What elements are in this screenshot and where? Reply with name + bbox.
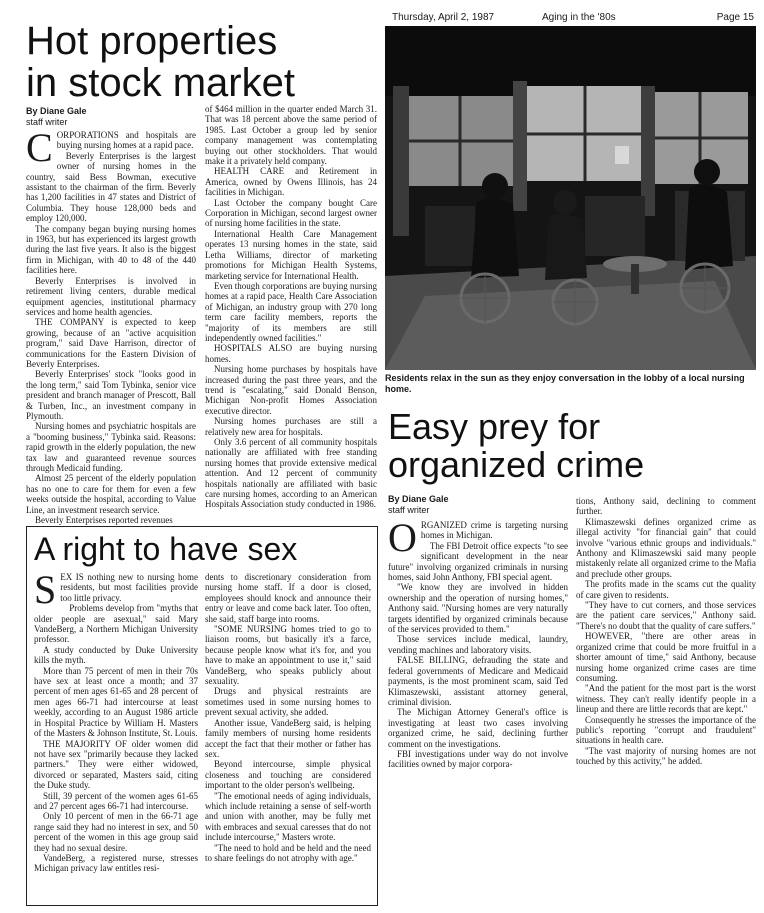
story3-column-2: [205, 572, 371, 902]
story3-lead-paragraph: SEX IS nothing new to nursing home residents, but most facilities provide too little privacy.: [34, 572, 198, 612]
paragraph: Drugs and physical restraints are sometimes used in some nursing homes to prevent sexual activity, she added.: [205, 686, 371, 718]
paragraph: of $464 million in the quarter ended March 31. That was 18 percent above the same period of 1985. Last October a group led by senior company management was contemplating buying out other stockholders. That would make it a privately held company.: [205, 104, 377, 167]
story2-headline-line2: organized crime: [388, 444, 645, 485]
paragraph: THE COMPANY is expected to keep growing, because of an "active acquisition program," said Dave Harrison, director of communications for the Eastern Division of Beverly Enterprises.: [26, 317, 196, 369]
story1-headline-line1: Hot properties: [26, 19, 278, 63]
story3-column-1: [34, 572, 198, 902]
paragraph: HOSPITALS ALSO are buying nursing homes.: [205, 343, 377, 364]
paragraph: Beverly Enterprises' stock "looks good in the long term," said Tom Tybinka, senior vice president and branch manager of Prescott, Ball & Turben, Inc., an investment company in Plymouth.: [26, 369, 196, 421]
paragraph: Last October the company bought Care Corporation in Michigan, second largest owner of nursing home facilities in the state.: [205, 197, 377, 229]
story3-headline: A right to have sex: [34, 531, 298, 567]
photo-caption: Residents relax in the sun as they enjoy conversation in the lobby of a local nursing home.: [385, 373, 745, 394]
story2-column-2: [576, 496, 756, 838]
story1-column-2: [205, 104, 377, 525]
paragraph: The Michigan Attorney General's office is investigating at least two cases involving organized crime, he said, declining further comment on the investigations.: [388, 707, 568, 749]
folio-date: Thursday, April 2, 1987: [392, 12, 495, 23]
paragraph: Those services include medical, laundry, vending machines and laboratory visits.: [388, 634, 568, 655]
paragraph: Still, 39 percent of the women ages 61-65 and 27 percent ages 66-71 had intercourse.: [34, 790, 198, 811]
paragraph: Only 10 percent of men in the 66-71 age range said they had no interest in sex, and 50 percent of the women in this age group said they had no sexual desire.: [34, 811, 198, 853]
paragraph: dents to discretionary consideration from nursing home staff. If a door is closed, employees should knock and announce their entry or leave and come back later. Too often, she said, staff barge into rooms.: [205, 572, 371, 624]
paragraph: Consequently he stresses the importance of the public's reporting "corrupt and fraudulent" situations in health care.: [576, 714, 756, 746]
folio-line: [392, 12, 754, 26]
nursing-home-lobby-photo: [385, 26, 756, 370]
story2-byline-role: staff writer: [388, 505, 430, 515]
paragraph: THE MAJORITY OF older women did not have sex "primarily because they lacked partners." They were either widowed, divorced or separated, Masters said, citing the Duke study.: [34, 738, 198, 791]
paragraph: Beverly Enterprises is the largest owner of nursing homes in the country, said Bess Bowman, executive assistant to the chairman of the firm. Beverly has 1,200 facilities in 47 states and District of Columbia. They house 128,000 beds and employ 120,000.: [26, 150, 196, 224]
paragraph: Even though corporations are buying nursing homes at a rapid pace, Health Care Association of Michigan, an industry group with 270 long term care facility members, reports the "majority of its members are still independently owned facilities.": [205, 280, 377, 343]
paragraph: Klimaszewski defines organized crime as illegal activity "for financial gain" that could involve "various ethnic groups and individuals." Anthony and Klimaszewski said many people mistakenly relate all organized crime to the Mafia and preclude other groups.: [576, 516, 756, 579]
paragraph: A study conducted by Duke University kills the myth.: [34, 644, 198, 666]
paragraph: Another issue, VandeBerg said, is helping family members of nursing home residents accept the fact that their mother or father has sex.: [205, 717, 371, 759]
story1-byline: [26, 106, 87, 128]
story3-dropcap: S: [34, 572, 57, 612]
story2-byline-name: By Diane Gale: [388, 494, 449, 504]
story1-column-1: [26, 130, 196, 525]
story2-byline: [388, 494, 449, 516]
paragraph: "The vast majority of nursing homes are not touched by this activity," he added.: [576, 745, 756, 767]
paragraph: Almost 25 percent of the elderly population has no one to care for them for even a few weeks outside the hospital, according to Value Line, an investment research service.: [26, 473, 196, 515]
paragraph: "SOME NURSING homes tried to go to liaison rooms, but basically it's a farce, because people know what it's for, and you have to make an appointment to use it," said VandeBerg, who speaks publicly about sexuality.: [205, 624, 371, 687]
paragraph: Beverly Enterprises is involved in retirement living centers, durable medical equipment agencies, institutional pharmacy services and home health agencies.: [26, 275, 196, 317]
paragraph: More than 75 percent of men in their 70s have sex at least once a month; and 37 percent of men ages 61-65 and 28 percent of men ages 66-71 had intercourse at least weekly, according to an August 1986 article in Hospital Practice by William H. Masters of the Masters & Johnson Institute, St. Louis.: [34, 665, 198, 739]
paragraph: Nursing homes purchases are still a relatively new area for hospitals.: [205, 416, 377, 437]
story3-box-left-rule: [26, 526, 27, 906]
paragraph: Beyond intercourse, simple physical closeness and touching are considered important to the older person's wellbeing.: [205, 759, 371, 791]
folio-page: Page 15: [716, 12, 754, 23]
paragraph: Nursing home purchases by hospitals have increased during the past three years, and the trend is "escalating," said Donald Benson, Michigan Non-profit Homes Association executive director.: [205, 364, 377, 416]
paragraph: The company began buying nursing homes in 1963, but has experienced its largest growth during the last five years. It also is the biggest firm in Michigan, with 40 to 48 of the 440 facilities here.: [26, 223, 196, 276]
story1-headline: [26, 20, 295, 104]
folio-section: Aging in the '80s: [542, 12, 616, 23]
story2-headline: [388, 408, 644, 484]
story2-column-1: [388, 520, 568, 838]
story2-dropcap: O: [388, 520, 417, 560]
paragraph: Nursing homes and psychiatric hospitals are a "booming business," Tybinka said. Reasons: rapid growth in the elderly population, the new tax law and guaranteed revenue sources through Medicaid funding.: [26, 421, 196, 473]
paragraph: "The emotional needs of aging individuals, which include retaining a sense of self-worth and union with another, may be fully met with embraces and sexual caresses that do not include intercourse," Masters wrote.: [205, 790, 371, 843]
story3-box-right-rule: [377, 526, 378, 906]
story2-headline-line1: Easy prey for: [388, 406, 601, 447]
paragraph: "They have to cut corners, and those services are the patient care services," Anthony said. "There's no doubt that the quality of care suffers.": [576, 600, 756, 631]
paragraph: HEALTH CARE and Retirement in America, owned by Owens Illinois, has 24 facilities in Michigan.: [205, 166, 377, 198]
lobby-scene-image: [385, 26, 756, 370]
paragraph: "And the patient for the most part is the worst witness. They can't really identify people in a lineup and there are little records that are kept.": [576, 683, 756, 715]
story1-dropcap: C: [26, 130, 53, 170]
paragraph: VandeBerg, a registered nurse, stresses Michigan privacy law entitles resi-: [34, 852, 198, 874]
story3-box-top-rule: [26, 526, 378, 527]
paragraph: Only 3.6 percent of all community hospitals nationally are affiliated with free standing nursing homes that provide extensive medical attention. And 12 percent of community hospitals nationally are affiliated with basic care nursing homes, according to an American Hospitals Association study conducted in 1986.: [205, 437, 377, 510]
paragraph: FALSE BILLING, defrauding the state and federal governments of Medicare and Medicaid payments, is the most prominent scam, said Ted Klimaszewski, assistant attorney general, criminal division.: [388, 655, 568, 707]
story1-headline-line2: in stock market: [26, 61, 295, 105]
story1-lead-paragraph: CORPORATIONS and hospitals are buying nursing homes at a rapid pace.: [26, 130, 196, 170]
paragraph: Problems develop from "myths that older people are asexual," said Mary VandeBerg, a Northern Michigan University professor.: [34, 603, 198, 645]
paragraph: "The need to hold and be held and the need to share feelings do not atrophy with age.": [205, 842, 371, 863]
paragraph: "We know they are involved in hidden ownership and the operation of nursing homes," Anthony said. "Nursing homes are very naturally targets identified by organized criminals because of the services provided to them.": [388, 582, 568, 635]
story2-lead-paragraph: ORGANIZED crime is targeting nursing homes in Michigan.: [388, 520, 568, 560]
paragraph: The FBI Detroit office expects "to see significant development in the near future" involving organized criminals in nursing homes, said John Anthony, FBI special agent.: [388, 540, 568, 583]
story1-byline-name: By Diane Gale: [26, 106, 87, 116]
paragraph: HOWEVER, "there are other areas in organized crime that could be more fruitful in a shorter amount of time," said Anthony, because nursing home organized crime cases are time consuming.: [576, 631, 756, 683]
paragraph: Beverly Enterprises reported revenues: [35, 515, 173, 525]
paragraph: tions, Anthony said, declining to comment further.: [576, 496, 756, 517]
paragraph: FBI investigations under way do not involve facilities owned by major corpora-: [388, 748, 568, 770]
paragraph: The profits made in the scams cut the quality of care given to residents.: [576, 579, 756, 600]
paragraph: International Health Care Management operates 13 nursing homes in the state, said Letha Williams, director of marketing promotions for Michigan Health Systems, marketing service for International Health.: [205, 228, 377, 281]
story3-box-bottom-rule: [26, 905, 378, 906]
story1-byline-role: staff writer: [26, 117, 68, 127]
